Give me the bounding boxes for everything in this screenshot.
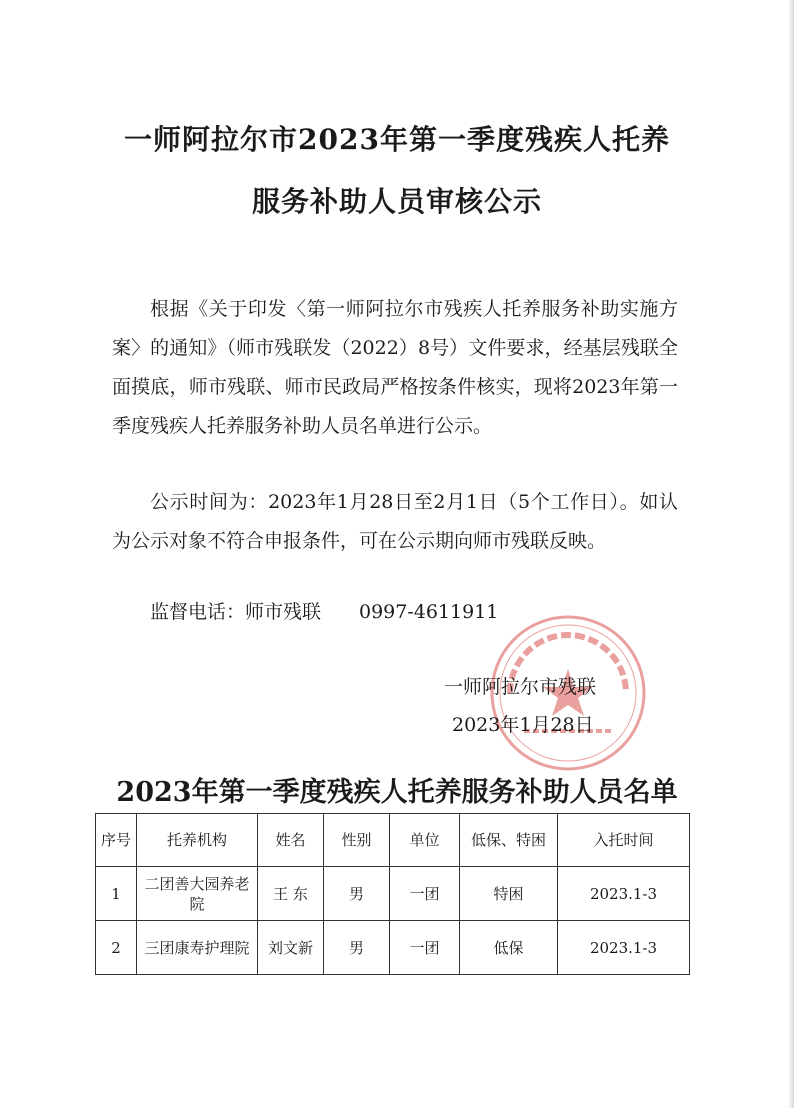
cell-name: 王 东 (258, 867, 324, 921)
header-gender: 性别 (324, 814, 390, 867)
header-institution: 托养机构 (137, 814, 258, 867)
header-admission-time: 入托时间 (558, 814, 690, 867)
signature-date: 2023年1月28日 (452, 714, 594, 736)
roster-table (95, 813, 690, 975)
header-status: 低保、特困 (460, 814, 558, 867)
cell-admission-time: 2023.1-3 (558, 921, 690, 975)
cell-status: 低保 (460, 921, 558, 975)
header-name: 姓名 (258, 814, 324, 867)
cell-unit: 一团 (390, 921, 460, 975)
cell-admission-time: 2023.1-3 (558, 867, 690, 921)
cell-status: 特困 (460, 867, 558, 921)
cell-index: 2 (96, 921, 137, 975)
body-paragraph-phone: 监督电话：师市残联 0997-4611911 (150, 601, 499, 623)
cell-gender: 男 (324, 921, 390, 975)
cell-unit: 一团 (390, 867, 460, 921)
cell-index: 1 (96, 867, 137, 921)
document-title-line1: 一师阿拉尔市2023年第一季度残疾人托养 (124, 123, 670, 156)
cell-gender: 男 (324, 867, 390, 921)
header-unit: 单位 (390, 814, 460, 867)
header-index: 序号 (96, 814, 137, 867)
cell-name: 刘文新 (258, 921, 324, 975)
document-title-line2: 服务补助人员审核公示 (251, 185, 542, 218)
body-paragraph-notice: 根据《关于印发〈第一师阿拉尔市残疾人托养服务补助实施方案〉的通知》（师市残联发（2022）8号）文件要求，经基层残联全面摸底，师市残联、师市民政局严格按条件核实，现将2023年第一季度残疾人托养服务补助人员名单进行公示。 (112, 298, 678, 437)
cell-institution: 三团康寿护理院 (137, 921, 258, 975)
cell-institution: 二团善大园养老院 (137, 867, 258, 921)
body-paragraph-period: 公示时间为：2023年1月28日至2月1日（5个工作日）。如认为公示对象不符合申报条件，可在公示期向师市残联反映。 (112, 491, 678, 552)
table-row (96, 867, 690, 921)
roster-title: 2023年第一季度残疾人托养服务补助人员名单 (116, 777, 678, 808)
table-header-row (96, 814, 690, 867)
scan-edge-shadow (788, 0, 794, 1108)
signature-organization: 一师阿拉尔市残联 (444, 676, 597, 698)
table-row (96, 921, 690, 975)
